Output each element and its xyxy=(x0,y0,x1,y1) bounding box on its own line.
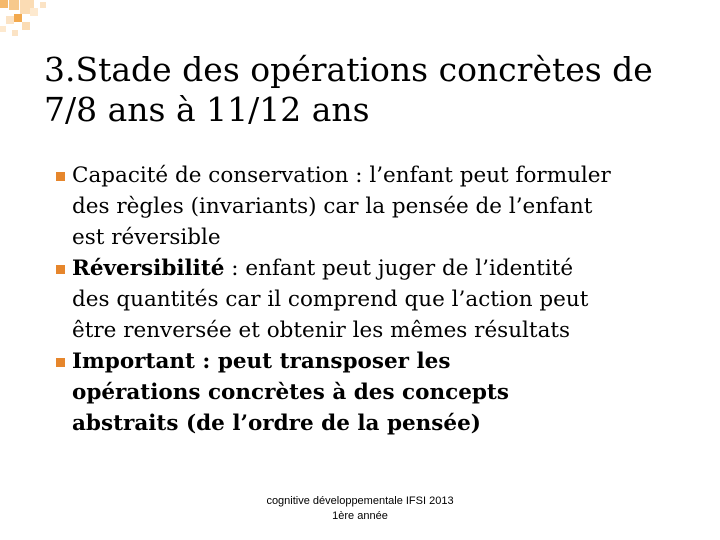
bullet-line: des quantités car il comprend que l’action peut xyxy=(72,287,589,312)
slide-title xyxy=(44,50,694,130)
bullet-line xyxy=(72,253,684,284)
bullet-item-important xyxy=(44,346,684,439)
square-bullet-icon xyxy=(56,265,65,274)
slide-title-line-2: 7/8 ans à 11/12 ans xyxy=(44,90,370,129)
bullet-line: opérations concrètes à des concepts xyxy=(72,380,509,405)
square-bullet-icon xyxy=(56,358,65,367)
square-bullet-icon xyxy=(56,172,65,181)
slide-title-line-1: 3.Stade des opérations concrètes de xyxy=(44,50,653,89)
slide-footer xyxy=(200,494,520,524)
bullet-line: abstraits (de l’ordre de la pensée) xyxy=(72,411,481,436)
bullet-line: être renversée et obtenir les mêmes résultats xyxy=(72,318,571,343)
title-divider xyxy=(44,136,676,137)
bullet-list xyxy=(44,160,684,439)
bullet-line: est réversible xyxy=(72,225,221,250)
bullet-lead-term: Réversibilité xyxy=(72,256,225,281)
footer-line: cognitive développementale IFSI 2013 xyxy=(266,495,454,507)
bullet-line: des règles (invariants) car la pensée de l’enfant xyxy=(72,194,593,219)
bullet-line: Important : peut transposer les xyxy=(72,349,451,374)
corner-decoration xyxy=(0,0,720,40)
bullet-item-conservation xyxy=(44,160,684,253)
bullet-line: Capacité de conservation : l’enfant peut formuler xyxy=(72,163,611,188)
bullet-item-reversibilite xyxy=(44,253,684,346)
footer-line: 1ère année xyxy=(332,510,388,522)
bullet-text: : enfant peut juger de l’identité xyxy=(224,256,574,281)
